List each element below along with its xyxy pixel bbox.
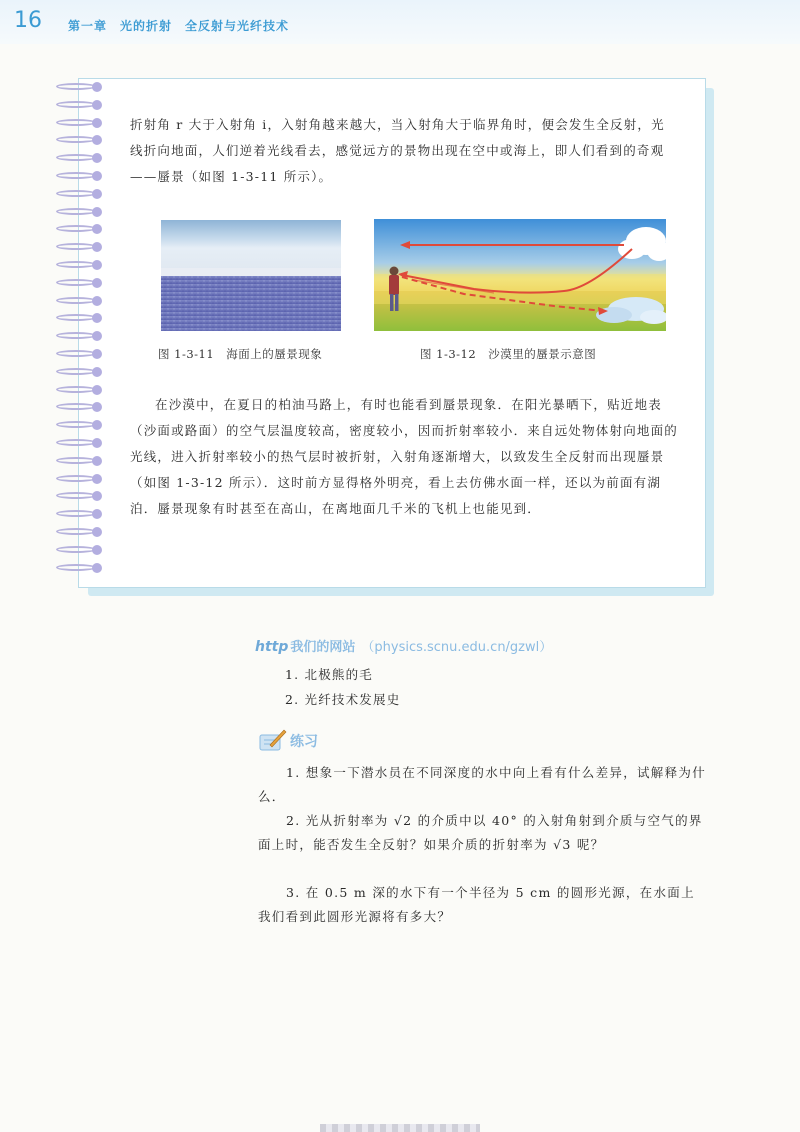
paragraph-mirage-intro: 折射角 r 大于入射角 i，入射角越来越大，当入射角大于临界角时，便会发生全反射，光线折向地面，人们逆着光线看去，感觉远方的景物出现在空中或海上，即人们看到的奇观——蜃景（如图 1-3-11 所示）。: [130, 117, 665, 184]
desert-mirage-diagram: [374, 219, 666, 331]
pencil-paper-icon: [258, 727, 288, 753]
website-url[interactable]: （physics.scnu.edu.cn/gzwl）: [361, 640, 553, 655]
binding-ring: [56, 456, 102, 465]
binding-ring: [56, 349, 102, 358]
binding-ring: [56, 438, 102, 447]
binding-ring: [56, 135, 102, 144]
binding-ring: [56, 420, 102, 429]
binding-ring: [56, 100, 102, 109]
binding-ring: [56, 278, 102, 287]
binding-ring: [56, 207, 102, 216]
binding-ring: [56, 153, 102, 162]
figure-caption-desert-mirage: 图 1-3-12 沙漠里的蜃景示意图: [420, 347, 597, 361]
spiral-binding: [56, 82, 104, 582]
paragraph-desert-mirage: 在沙漠中，在夏日的柏油马路上，有时也能看到蜃景现象．在阳光暴晒下，贴近地表（沙面或路面）的空气层温度较高，密度较小，因而折射率较小．来自远处物体射向地面的光线，进入折射率较小的热气层时被折射，入射角逐渐增大，以致发生全反射而出现蜃景（如图 1-3-12 所示）．这时前方显得格外明亮，看上去仿佛水面一样，还以为前面有湖泊．蜃景现象有时甚至在高山，在离地面几千米的飞机上也能见到．: [130, 397, 679, 516]
website-section: [255, 636, 552, 655]
binding-ring: [56, 385, 102, 394]
binding-ring: [56, 242, 102, 251]
binding-ring: [56, 509, 102, 518]
binding-ring: [56, 118, 102, 127]
binding-ring: [56, 402, 102, 411]
binding-ring: [56, 82, 102, 91]
exercise-question-1: 1. 想象一下潜水员在不同深度的水中向上看有什么差异，试解释为什么．: [258, 765, 707, 804]
sea-mirage-photo: [161, 220, 341, 331]
website-topic-item[interactable]: 1. 北极熊的毛: [285, 667, 373, 682]
exercise-question-2: 2. 光从折射率为 √2 的介质中以 40° 的入射角射到介质与空气的界面上时，能否发生全反射？如果介质的折射率为 √3 呢？: [258, 813, 703, 852]
exercise-title: 练习: [290, 734, 318, 750]
binding-ring: [56, 367, 102, 376]
page-header: [0, 0, 800, 44]
page-number: 16: [14, 8, 42, 33]
binding-ring: [56, 296, 102, 305]
exercise-question-3: 3. 在 0.5 m 深的水下有一个半径为 5 cm 的圆形光源，在水面上我们看到此圆形光源将有多大？: [258, 885, 695, 924]
binding-ring: [56, 527, 102, 536]
binding-ring: [56, 491, 102, 500]
binding-ring: [56, 474, 102, 483]
binding-ring: [56, 260, 102, 269]
binding-ring: [56, 563, 102, 572]
binding-ring: [56, 331, 102, 340]
binding-ring: [56, 545, 102, 554]
chapter-title: 第一章 光的折射 全反射与光纤技术: [68, 19, 290, 33]
binding-ring: [56, 224, 102, 233]
binding-ring: [56, 313, 102, 322]
footer-strip: [320, 1124, 480, 1132]
website-label: 我们的网站: [290, 640, 356, 655]
binding-ring: [56, 189, 102, 198]
figure-caption-sea-mirage: 图 1-3-11 海面上的蜃景现象: [158, 347, 323, 361]
http-badge-icon: http: [255, 639, 289, 655]
website-topic-item[interactable]: 2. 光纤技术发展史: [285, 692, 401, 707]
binding-ring: [56, 171, 102, 180]
